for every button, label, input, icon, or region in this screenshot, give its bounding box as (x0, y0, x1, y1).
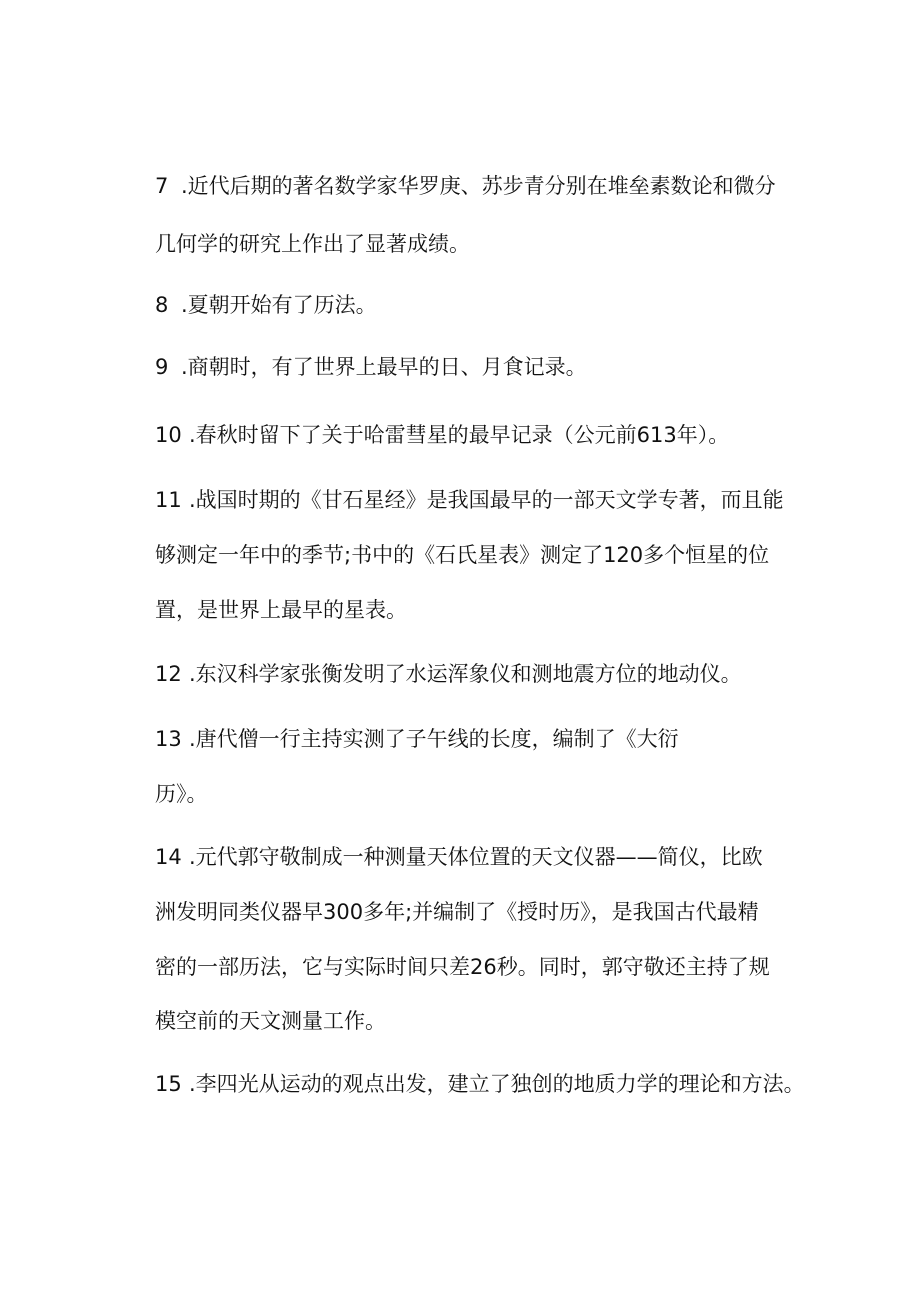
item-7-line-1 (155, 169, 776, 203)
item-11-line-3 (155, 593, 407, 627)
item-text: .唐代僧一行主持实测了子午线的长度，编制了《大衍 (189, 727, 679, 751)
item-text: .商朝时，有了世界上最早的日、月食记录。 (181, 355, 587, 379)
item-number: 13 (155, 727, 182, 751)
item-13-line-2 (155, 777, 208, 811)
item-number: 9 (155, 355, 169, 379)
item-text: 几何学的研究上作出了显著成绩。 (155, 232, 470, 256)
item-text: .夏朝开始有了历法。 (181, 293, 377, 317)
item-text: 洲发明同类仪器早300多年;并编制了《授时历》，是我国古代最精 (155, 900, 759, 924)
item-text: .东汉科学家张衡发明了水运浑象仪和测地震方位的地动仪。 (189, 662, 742, 686)
item-8-line-1 (155, 288, 377, 322)
item-text: 历》。 (155, 782, 208, 806)
item-7-line-2 (155, 227, 470, 261)
item-9-line-1 (155, 350, 587, 384)
item-15-line-1 (155, 1067, 805, 1101)
item-number: 15 (155, 1072, 182, 1096)
item-14-line-4 (155, 1004, 386, 1038)
item-14-line-2 (155, 895, 759, 929)
item-11-line-2 (155, 538, 769, 572)
item-text: .近代后期的著名数学家华罗庚、苏步青分别在堆垒素数论和微分 (181, 174, 776, 198)
item-text: .春秋时留下了关于哈雷彗星的最早记录（公元前613年）。 (189, 423, 730, 447)
item-number: 10 (155, 423, 182, 447)
item-number: 8 (155, 293, 169, 317)
item-number: 11 (155, 488, 182, 512)
item-number: 7 (155, 174, 169, 198)
item-14-line-1 (155, 840, 763, 874)
item-text: .战国时期的《甘石星经》是我国最早的一部天文学专著，而且能 (189, 488, 784, 512)
item-13-line-1 (155, 722, 679, 756)
item-text: 密的一部历法，它与实际时间只差26秒。同时，郭守敬还主持了规 (155, 955, 770, 979)
item-number: 12 (155, 662, 182, 686)
item-text: .元代郭守敬制成一种测量天体位置的天文仪器——简仪，比欧 (189, 845, 763, 869)
item-text: 置，是世界上最早的星表。 (155, 598, 407, 622)
item-text: .李四光从运动的观点出发，建立了独创的地质力学的理论和方法。 (189, 1072, 805, 1096)
item-14-line-3 (155, 950, 770, 984)
item-number: 14 (155, 845, 182, 869)
item-10-line-1 (155, 418, 729, 452)
item-12-line-1 (155, 657, 742, 691)
item-text: 模空前的天文测量工作。 (155, 1009, 386, 1033)
item-11-line-1 (155, 483, 784, 517)
item-text: 够测定一年中的季节;书中的《石氏星表》测定了120多个恒星的位 (155, 543, 770, 567)
